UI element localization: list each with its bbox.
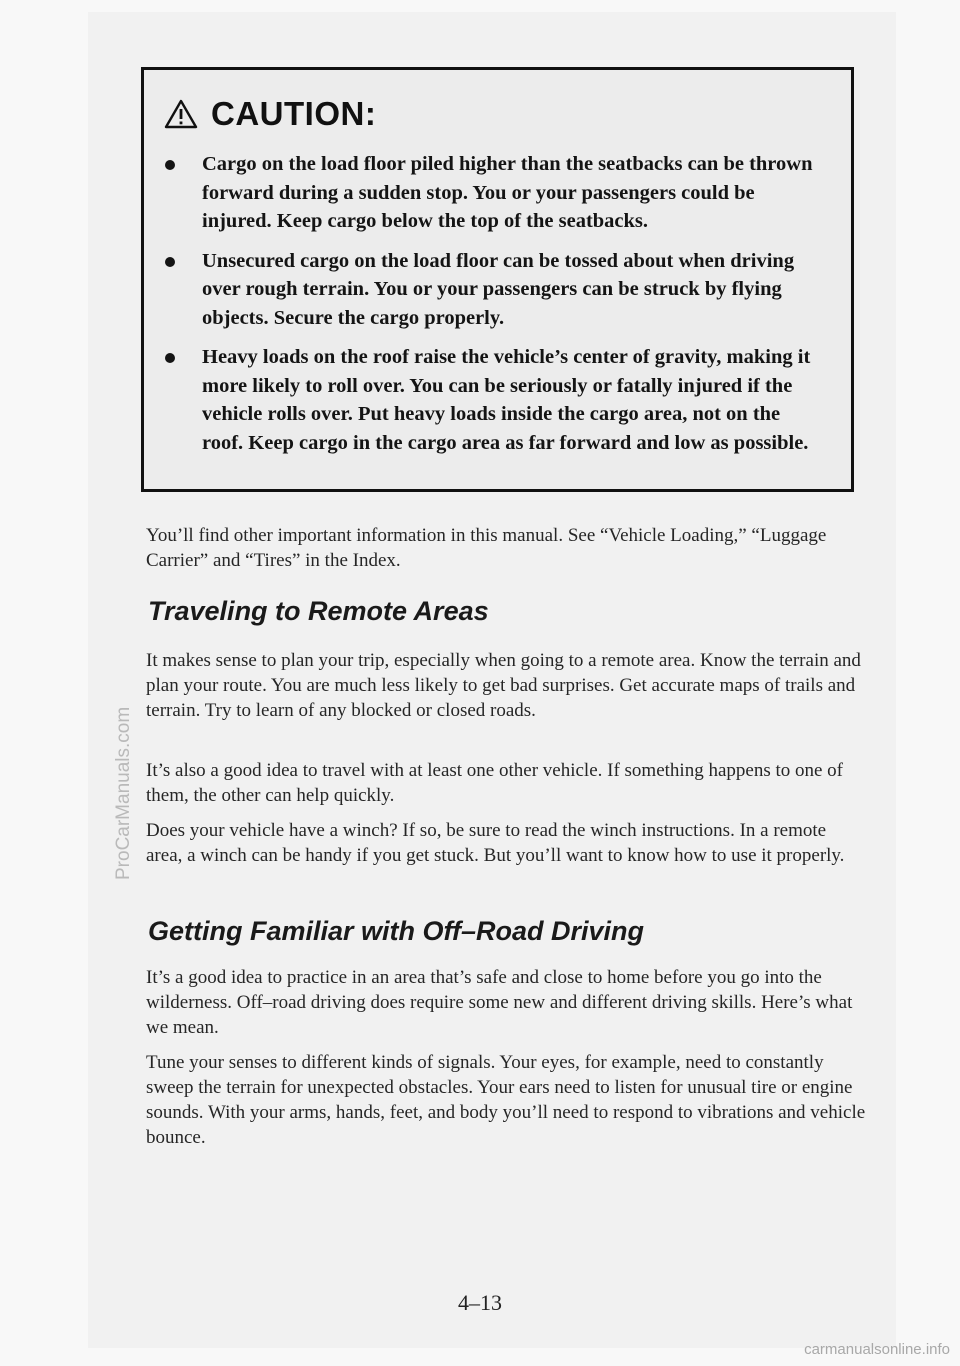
page-number: 4–13 — [458, 1290, 502, 1315]
warning-triangle-icon — [164, 99, 198, 129]
caution-item-text: Unsecured cargo on the load floor can be tossed about when driving over rough terrain. You or your passengers can be struck by flying objects. Secure the cargo properly. — [202, 249, 795, 329]
paragraph: Does your vehicle have a winch? If so, be sure to read the winch instructions. In a remote area, a winch can be handy if you get stuck. But you’ll want to know how to use it properly. — [146, 820, 845, 866]
paragraph: It makes sense to plan your trip, especially when going to a remote area. Know the terrain and plan your route. You are much less likely to get bad surprises. Get accurate maps of trails and terrain. Try to learn of any blocked or closed roads. — [146, 650, 861, 721]
section-heading-remote-areas: Traveling to Remote Areas — [148, 596, 489, 626]
caution-item — [162, 150, 822, 236]
caution-item-text: Cargo on the load floor piled higher than the seatbacks can be thrown forward during a sudden stop. You or your passengers could be injured. Keep cargo below the top of the seatbacks. — [202, 153, 813, 232]
bullet-icon — [165, 353, 175, 363]
paragraph: It’s also a good idea to travel with at least one other vehicle. If something happens to one of them, the other can help quickly. — [146, 760, 843, 806]
caution-item — [162, 343, 822, 457]
caution-item — [162, 247, 822, 333]
bullet-icon — [165, 257, 175, 267]
paragraph: Tune your senses to different kinds of signals. Your eyes, for example, need to constantly sweep the terrain for unexpected obstacles. Your ears need to listen for unusual tire or engine sounds. With your arms, hands, feet, and body you’ll need to respond to vibrations and vehicle bounce. — [146, 1052, 866, 1148]
watermark-bottom: carmanualsonline.info — [804, 1341, 950, 1358]
section-heading-off-road-driving: Getting Familiar with Off–Road Driving — [148, 916, 645, 946]
paragraph: It’s a good idea to practice in an area that’s safe and close to home before you go into the wilderness. Off–road driving does require some new and different driving skills. Here’s what we mean. — [146, 967, 853, 1038]
caution-title: CAUTION: — [211, 95, 377, 132]
watermark-left: ProCarManuals.com — [113, 706, 134, 880]
bullet-icon — [165, 160, 175, 170]
intro-paragraph: You’ll find other important information in this manual. See “Vehicle Loading,” “Luggage Carrier” and “Tires” in the Index. — [146, 525, 827, 571]
caution-box — [141, 67, 854, 492]
caution-header — [164, 92, 376, 136]
caution-item-text: Heavy loads on the roof raise the vehicle’s center of gravity, making it more likely to roll over. You can be seriously or fatally injured if the vehicle rolls over. Put heavy loads inside the cargo area, not on the roof. Keep cargo in the cargo area as far forward and low as possible. — [202, 346, 811, 454]
caution-list — [162, 150, 822, 468]
